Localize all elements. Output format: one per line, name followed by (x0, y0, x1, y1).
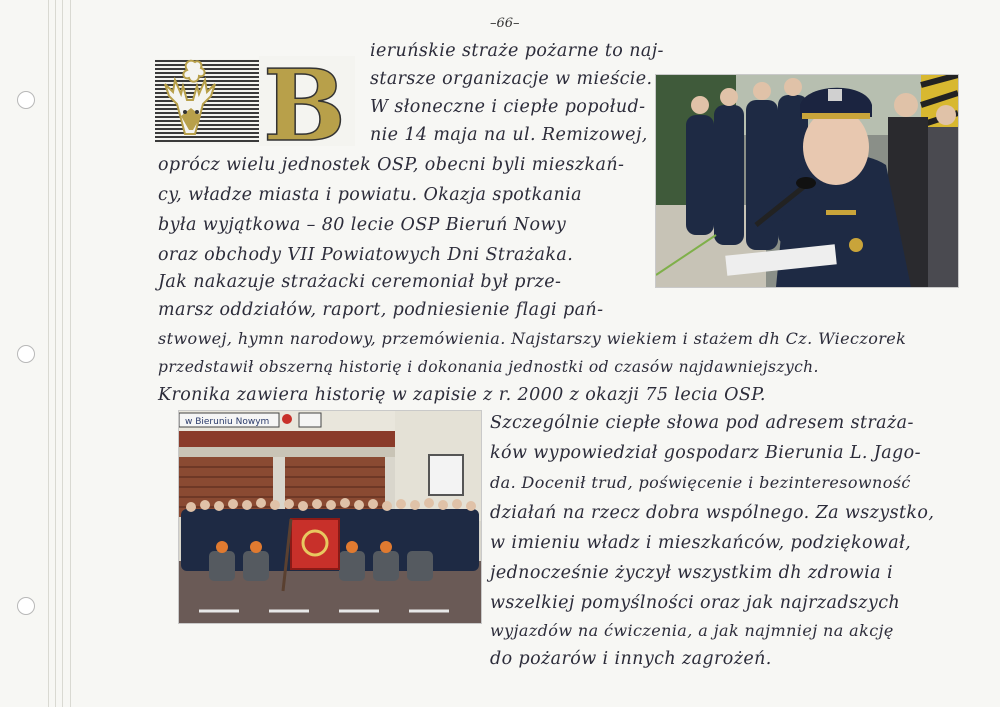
text-line: jednocześnie życzył wszystkim dh zdrowia i (490, 563, 893, 583)
text-line: oprócz wielu jednostek OSP, obecni byli mieszkań- (158, 155, 625, 175)
text-line: ieruńskie straże pożarne to naj- (370, 41, 664, 61)
margin-line (55, 0, 56, 707)
text-line: starsze organizacje w mieście. (370, 69, 653, 89)
text-line: oraz obchody VII Powiatowych Dni Strażaka. (158, 245, 574, 265)
text-line: da. Docenił trud, poświęcenie i bezinteresowność (490, 473, 911, 492)
binder-hole (17, 91, 35, 109)
photo-group-fire-station (178, 410, 482, 624)
text-line: przedstawił obszerną historię i dokonania jednostki od czasów najdawniejszych. (158, 358, 819, 376)
margin-line (70, 0, 71, 707)
binder-hole (17, 345, 35, 363)
initial-letter: B (263, 56, 346, 146)
text-line: Jak nakazuje strażacki ceremoniał był prze- (158, 272, 562, 292)
text-line: cy, władze miasta i powiatu. Okazja spotkania (158, 185, 583, 205)
text-line: wyjazdów na ćwiczenia, a jak najmniej na akcję (490, 621, 894, 640)
text-line: ków wypowiedział gospodarz Bierunia L. Jago- (490, 443, 921, 463)
photo-officer-speech (655, 74, 959, 288)
page-number: –66– (490, 16, 520, 31)
text-line: Szczególnie ciepłe słowa pod adresem straża- (490, 413, 914, 433)
text-line: marsz oddziałów, raport, podniesienie flagi pań- (158, 300, 604, 320)
text-line: do pożarów i innych zagrożeń. (490, 649, 772, 669)
binder-hole (17, 597, 35, 615)
text-line: wszelkiej pomyślności oraz jak najrzadszych (490, 593, 901, 613)
station-sign: w Bieruniu Nowym (185, 417, 270, 427)
text-line: w imieniu władz i mieszkańców, podziękował, (490, 533, 912, 553)
text-line: stwowej, hymn narodowy, przemówienia. Najstarszy wiekiem i stażem dh Cz. Wieczorek (158, 329, 907, 348)
text-line: nie 14 maja na ul. Remizowej, (370, 125, 648, 145)
margin-line (62, 0, 63, 707)
initial-letter-logo (155, 56, 355, 146)
text-line: działań na rzecz dobra wspólnego. Za wszystko, (490, 503, 935, 523)
margin-line (48, 0, 49, 707)
text-line: Kronika zawiera historię w zapisie z r. 2000 z okazji 75 lecia OSP. (158, 385, 766, 405)
text-line: była wyjątkowa – 80 lecie OSP Bieruń Nowy (158, 215, 567, 235)
text-line: W słoneczne i ciepłe popołud- (370, 97, 646, 117)
